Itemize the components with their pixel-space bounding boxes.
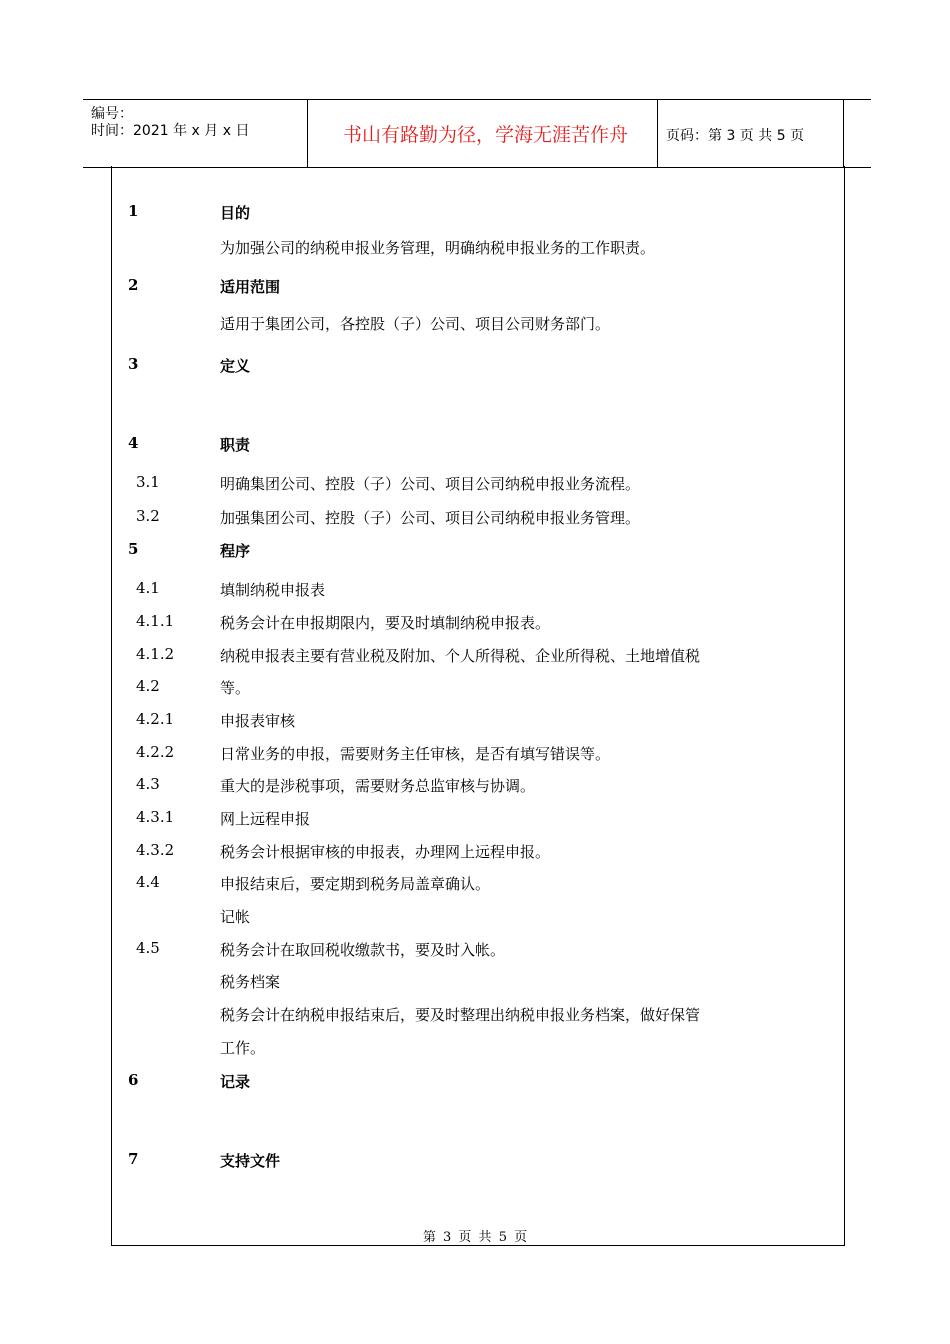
item-number: 4.2.2	[136, 743, 175, 761]
item-text: 职责	[220, 436, 251, 454]
item-text: 申报表审核	[220, 712, 296, 730]
code-label: 编号：	[91, 106, 133, 122]
header-divider	[843, 100, 844, 167]
item-number: 4.5	[136, 939, 160, 957]
item-text: 填制纳税申报表	[220, 581, 326, 599]
item-text: 加强集团公司、控股（子）公司、项目公司纳税申报业务管理。	[220, 509, 641, 527]
header-divider	[657, 100, 658, 167]
item-number: 7	[128, 1150, 139, 1168]
item-text: 日常业务的申报，需要财务主任审核，是否有填写错误等。	[220, 745, 611, 763]
item-text: 为加强公司的纳税申报业务管理，明确纳税申报业务的工作职责。	[220, 239, 656, 257]
time-label: 时间：2021 年 x 月 x 日	[91, 123, 250, 139]
item-text: 明确集团公司、控股（子）公司、项目公司纳税申报业务流程。	[220, 475, 641, 493]
item-text: 申报结束后，要定期到税务局盖章确认。	[220, 875, 491, 893]
item-text: 目的	[220, 204, 251, 222]
item-number: 4.3.1	[136, 808, 175, 826]
header-page-info: 页码：第 3 页 共 5 页	[666, 128, 805, 144]
item-text: 税务会计在纳税申报结束后，要及时整理出纳税申报业务档案，做好保管	[220, 1006, 701, 1024]
item-text: 网上远程申报	[220, 810, 311, 828]
item-text: 工作。	[220, 1039, 266, 1057]
item-number: 4.4	[136, 873, 160, 891]
item-text: 记帐	[220, 908, 251, 926]
item-number: 3.2	[136, 507, 160, 525]
item-text: 适用范围	[220, 278, 281, 296]
item-number: 4.1.2	[136, 645, 175, 663]
page-header	[83, 99, 871, 168]
header-motto: 书山有路勤为径，学海无涯苦作舟	[342, 124, 628, 146]
item-text: 定义	[220, 357, 251, 375]
item-text: 重大的是涉税事项，需要财务总监审核与协调。	[220, 777, 536, 795]
item-text: 税务会计在申报期限内，要及时填制纳税申报表。	[220, 614, 551, 632]
item-number: 4.2.1	[136, 710, 175, 728]
item-number: 4.3.2	[136, 841, 175, 859]
item-number: 2	[128, 276, 139, 294]
item-number: 4	[128, 434, 139, 452]
item-text: 记录	[220, 1073, 251, 1091]
item-number: 3.1	[136, 473, 160, 491]
item-text: 税务会计在取回税收缴款书，要及时入帐。	[220, 941, 506, 959]
item-number: 4.3	[136, 775, 160, 793]
item-text: 等。	[220, 679, 251, 697]
item-text: 纳税申报表主要有营业税及附加、个人所得税、企业所得税、土地增值税	[220, 647, 701, 665]
item-number: 4.2	[136, 677, 160, 695]
item-text: 支持文件	[220, 1152, 281, 1170]
item-number: 4.1	[136, 579, 160, 597]
item-text: 适用于集团公司，各控股（子）公司、项目公司财务部门。	[220, 315, 611, 333]
item-number: 3	[128, 355, 139, 373]
header-meta	[91, 106, 249, 140]
item-number: 1	[128, 202, 139, 220]
item-text: 程序	[220, 542, 251, 560]
page-footer: 第 3 页 共 5 页	[422, 1230, 528, 1245]
item-number: 6	[128, 1071, 139, 1089]
item-text: 税务档案	[220, 973, 281, 991]
item-number: 5	[128, 540, 139, 558]
item-text: 税务会计根据审核的申报表，办理网上远程申报。	[220, 843, 551, 861]
item-number: 4.1.1	[136, 612, 175, 630]
